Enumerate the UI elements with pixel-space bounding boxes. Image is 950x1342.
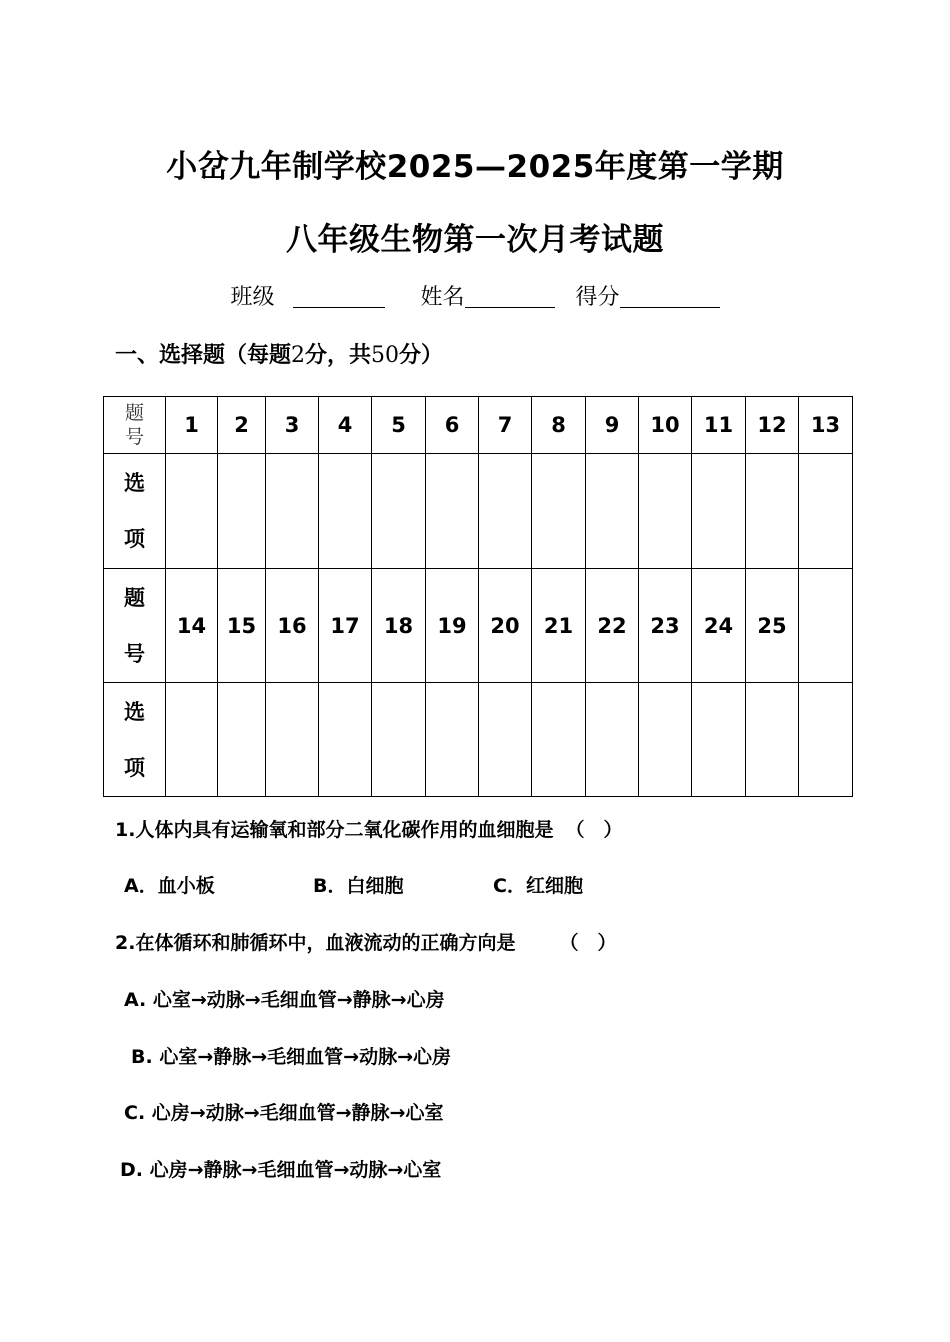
answer-cell[interactable] [639, 454, 692, 569]
answer-cell[interactable] [266, 454, 319, 569]
question-2-option-d[interactable]: D. 心房→静脉→毛细血管→动脉→心室 [120, 1159, 442, 1181]
question-number-cell: 11 [692, 397, 746, 454]
answer-cell[interactable] [166, 683, 218, 797]
question-number-cell: 3 [266, 397, 319, 454]
question-2-option-b[interactable]: B. 心室→静脉→毛细血管→动脉→心房 [131, 1046, 451, 1068]
class-blank[interactable] [293, 283, 385, 308]
question-number-cell: 6 [426, 397, 479, 454]
section-points: 2 [291, 343, 306, 368]
question-number-cell: 15 [218, 569, 266, 683]
table-row-answers-2 [104, 683, 853, 797]
answer-cell[interactable] [799, 683, 853, 797]
answer-cell[interactable] [166, 454, 218, 569]
answer-sheet-table [103, 396, 853, 797]
score-blank[interactable] [620, 283, 720, 308]
row-label-choice [104, 454, 166, 569]
table-row-answers-1 [104, 454, 853, 569]
answer-cell[interactable] [372, 454, 426, 569]
row-label-number-text: 题号 [124, 585, 145, 666]
answer-cell[interactable] [218, 683, 266, 797]
question-number-cell: 8 [532, 397, 586, 454]
question-number-cell: 22 [586, 569, 639, 683]
answer-cell[interactable] [479, 454, 532, 569]
section-total: 50 [371, 343, 400, 368]
answer-cell[interactable] [586, 454, 639, 569]
class-label: 班级 [230, 285, 275, 310]
section-heading [115, 338, 443, 369]
answer-cell[interactable] [692, 454, 746, 569]
name-blank[interactable] [465, 283, 555, 308]
question-number-cell: 2 [218, 397, 266, 454]
question-1-option-b[interactable]: B．白细胞 [313, 875, 404, 897]
question-2-text: 2.在体循环和肺循环中，血液流动的正确方向是 [115, 932, 516, 954]
exam-title-school: 小岔九年制学校2025—2025年度第一学期 [166, 149, 784, 185]
row-label-number [104, 569, 166, 683]
question-number-cell: 18 [372, 569, 426, 683]
answer-cell[interactable] [479, 683, 532, 797]
answer-cell[interactable] [266, 683, 319, 797]
question-number-cell: 13 [799, 397, 853, 454]
question-number-cell: 9 [586, 397, 639, 454]
section-heading-prefix: 一、选择题（每题 [115, 343, 292, 368]
question-number-cell: 12 [746, 397, 799, 454]
question-number-cell: 21 [532, 569, 586, 683]
question-number-cell: 16 [266, 569, 319, 683]
question-1-text: 1.人体内具有运输氧和部分二氧化碳作用的血细胞是 [115, 819, 554, 841]
question-1-stem [115, 815, 622, 842]
question-2-option-c[interactable]: C. 心房→动脉→毛细血管→静脉→心室 [124, 1102, 444, 1124]
question-number-cell: 5 [372, 397, 426, 454]
answer-cell[interactable] [218, 454, 266, 569]
question-2-option-a[interactable]: A. 心室→动脉→毛细血管→静脉→心房 [124, 989, 445, 1011]
student-info-row [0, 280, 950, 311]
question-number-cell: 1 [166, 397, 218, 454]
row-label-choice-text: 选项 [124, 699, 145, 780]
answer-cell[interactable] [372, 683, 426, 797]
question-number-cell: 10 [639, 397, 692, 454]
question-number-cell: 7 [479, 397, 532, 454]
table-row-numbers-2 [104, 569, 853, 683]
question-number-cell: 4 [319, 397, 372, 454]
exam-title-subject: 八年级生物第一次月考试题 [286, 222, 664, 258]
row-label-choice [104, 683, 166, 797]
question-1-bracket[interactable]: （ ） [565, 819, 623, 841]
question-number-cell: 20 [479, 569, 532, 683]
question-number-cell: 24 [692, 569, 746, 683]
answer-cell[interactable] [692, 683, 746, 797]
question-number-cell: 25 [746, 569, 799, 683]
answer-cell[interactable] [426, 454, 479, 569]
question-number-cell: 23 [639, 569, 692, 683]
score-label: 得分 [575, 285, 620, 310]
question-number-cell: 17 [319, 569, 372, 683]
answer-cell[interactable] [319, 683, 372, 797]
answer-cell[interactable] [746, 454, 799, 569]
question-1-option-c[interactable]: C．红细胞 [493, 875, 583, 897]
question-number-cell [799, 569, 853, 683]
row-label-number-text: 题号 [124, 402, 144, 448]
answer-cell[interactable] [639, 683, 692, 797]
question-1-option-a[interactable]: A．血小板 [124, 875, 215, 897]
answer-cell[interactable] [426, 683, 479, 797]
question-number-cell: 19 [426, 569, 479, 683]
answer-cell[interactable] [532, 683, 586, 797]
question-number-cell: 14 [166, 569, 218, 683]
section-heading-mid: 分，共 [305, 343, 372, 368]
question-2-stem [115, 928, 616, 955]
answer-cell[interactable] [532, 454, 586, 569]
section-heading-suffix: 分） [399, 343, 444, 368]
table-row-numbers-1 [104, 397, 853, 454]
answer-cell[interactable] [319, 454, 372, 569]
answer-cell[interactable] [746, 683, 799, 797]
name-label: 姓名 [420, 285, 465, 310]
row-label-number [104, 397, 166, 454]
row-label-choice-text: 选项 [124, 471, 145, 551]
answer-cell[interactable] [799, 454, 853, 569]
question-2-bracket[interactable]: （ ） [559, 932, 617, 954]
answer-cell[interactable] [586, 683, 639, 797]
